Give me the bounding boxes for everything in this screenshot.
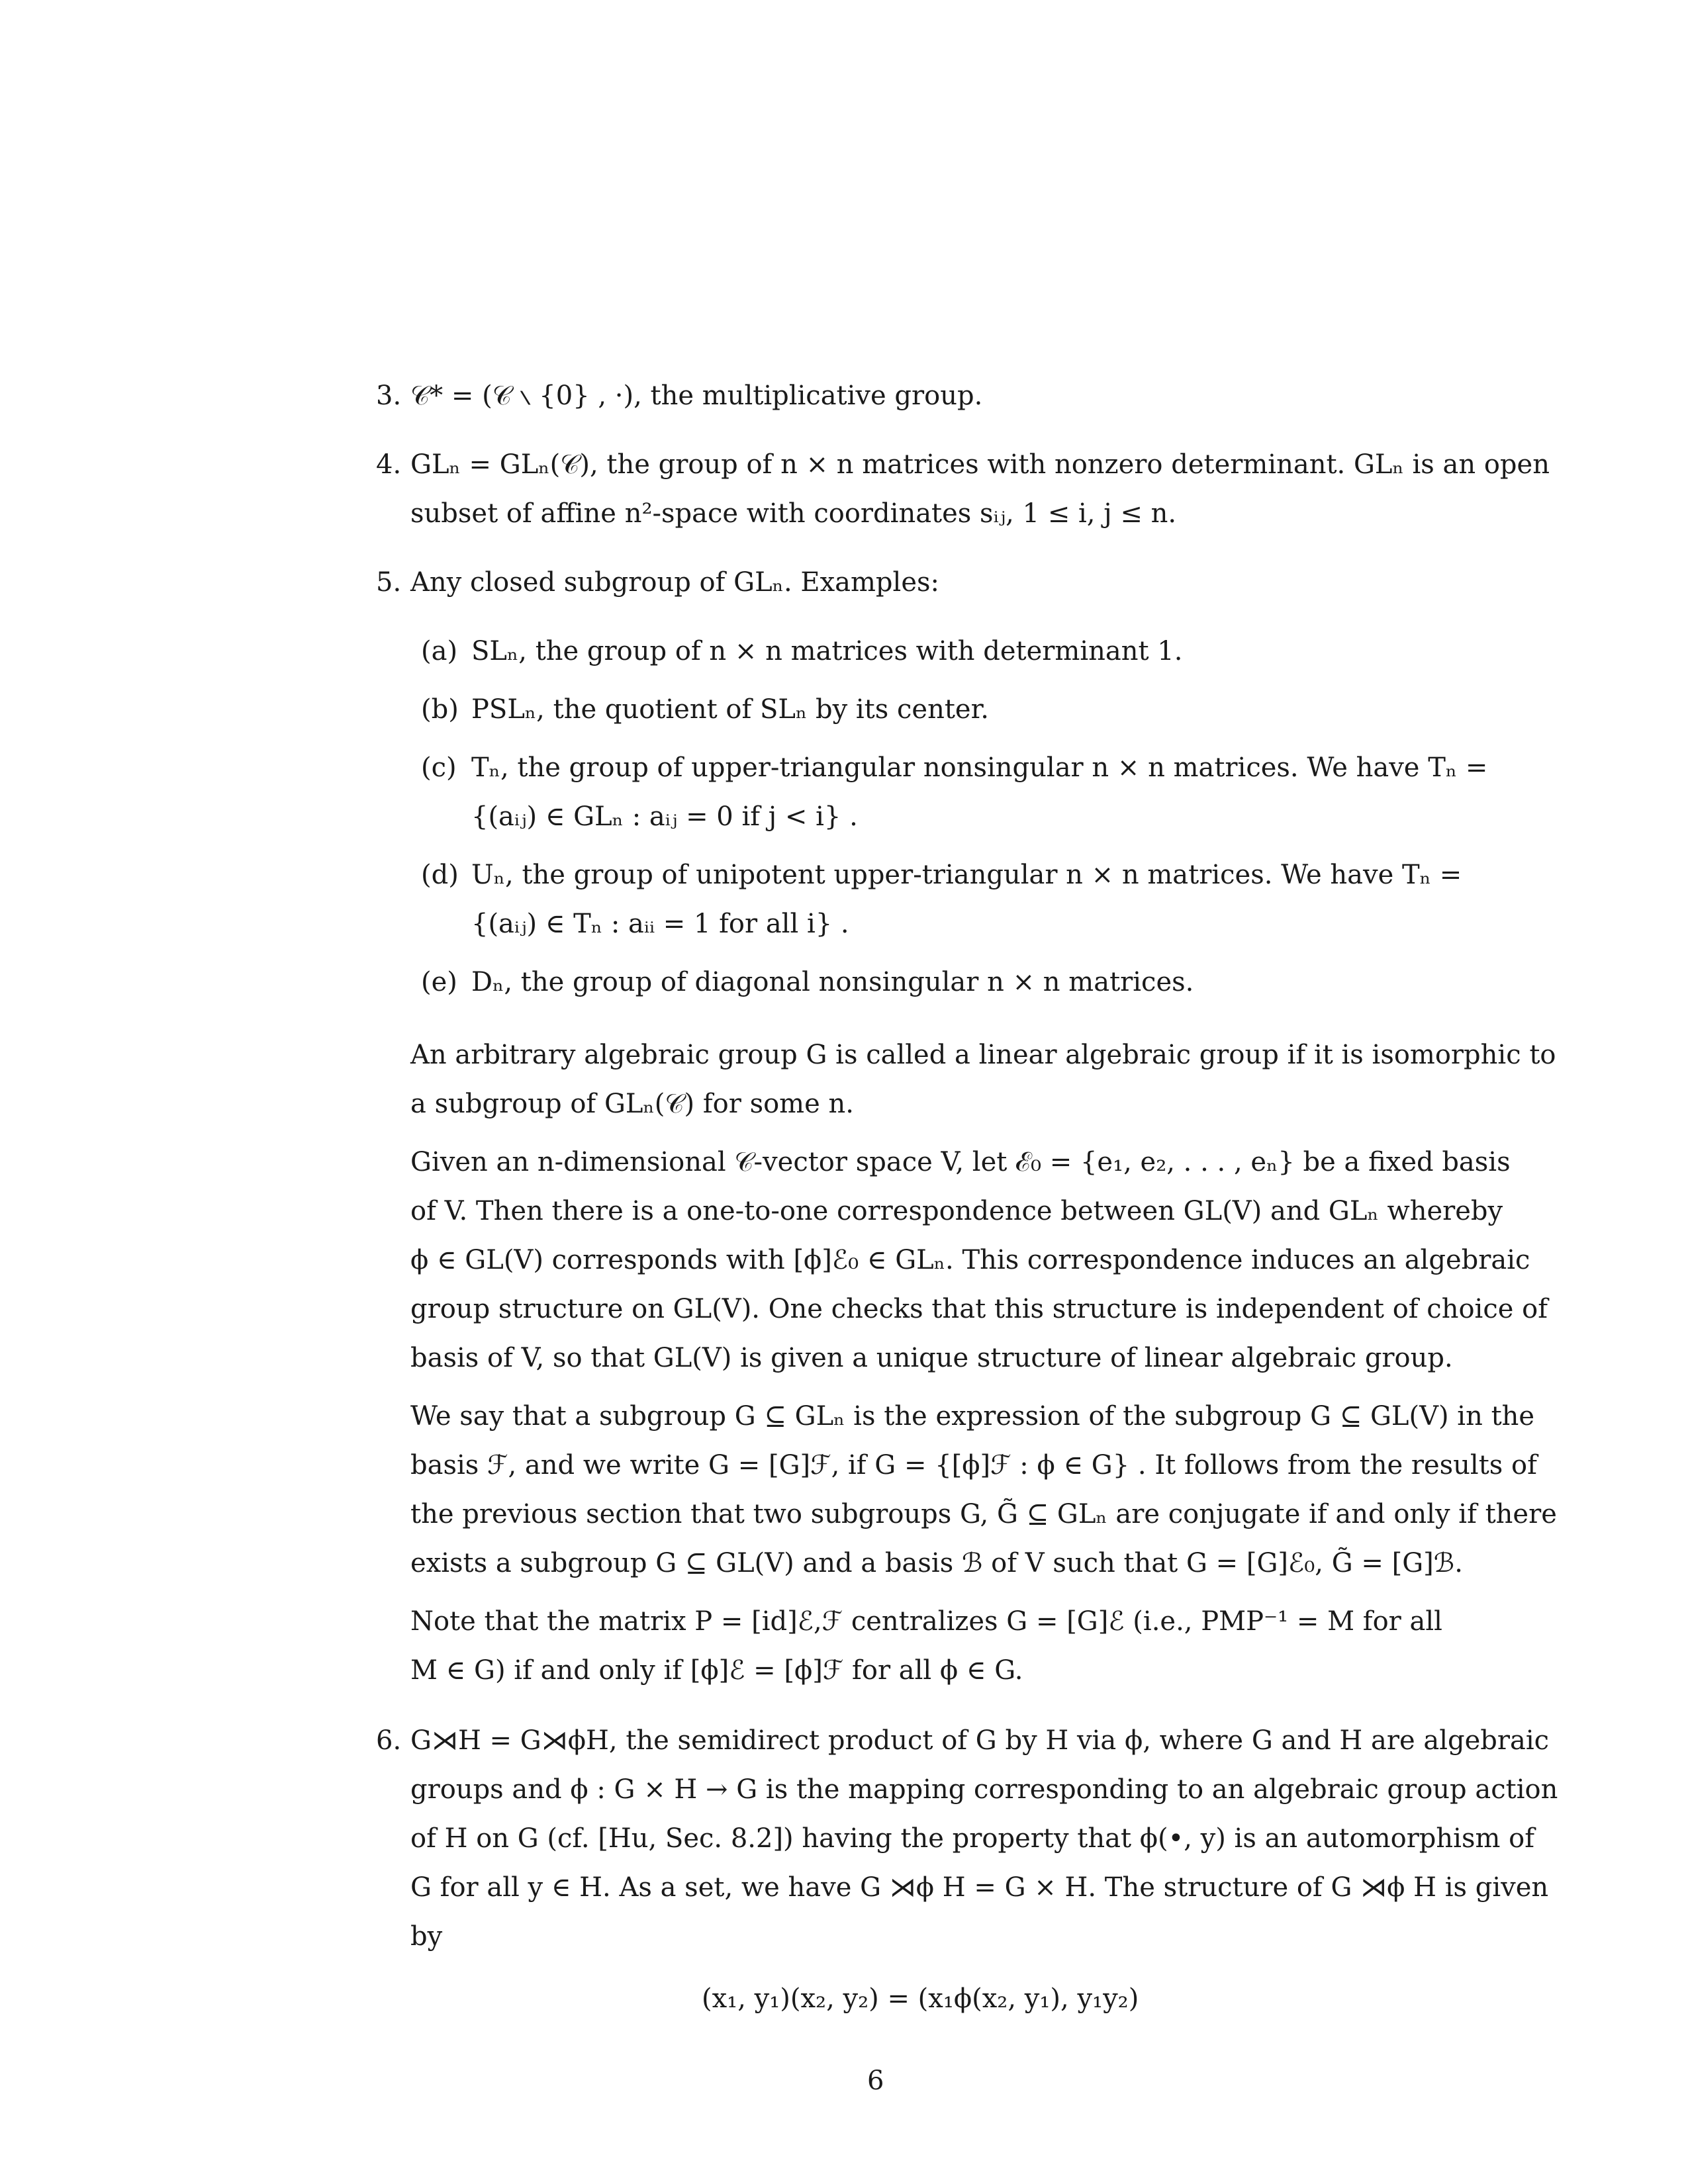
item-number: 4. — [376, 449, 402, 480]
page-number: 6 — [867, 2066, 884, 2096]
paragraph-line: We say that a subgroup G ⊆ GLₙ is the expression of the subgroup G ⊆ GL(V) in the — [410, 1401, 1535, 1432]
paragraph-line: Given an n-dimensional 𝒞-vector space V, let ℰ₀ = {e₁, e₂, . . . , eₙ} be a fixed basis — [410, 1147, 1511, 1177]
item-line: G⋊H = G⋊ϕH, the semidirect product of G by H via ϕ, where G and H are algebraic — [410, 1725, 1550, 1756]
paragraph-line: M ∈ G) if and only if [ϕ]ℰ = [ϕ]ℱ for all ϕ ∈ G. — [410, 1655, 1023, 1686]
subitem-label: (b) — [421, 694, 459, 725]
subitem-line: {(aᵢⱼ) ∈ Tₙ : aᵢᵢ = 1 for all i} . — [471, 909, 849, 939]
item-number: 5. — [376, 567, 402, 598]
subitem-line: PSLₙ, the quotient of SLₙ by its center. — [471, 694, 990, 725]
item-line: by — [410, 1921, 443, 1952]
subitem-line: Dₙ, the group of diagonal nonsingular n × n matrices. — [471, 967, 1194, 997]
paragraph-line: the previous section that two subgroups G, G̃ ⊆ GLₙ are conjugate if and only if there — [410, 1499, 1557, 1529]
paragraph-line: basis of V, so that GL(V) is given a unique structure of linear algebraic group. — [410, 1343, 1453, 1373]
item-number: 3. — [376, 381, 402, 411]
subitem-label: (a) — [421, 636, 458, 666]
subitem-label: (d) — [421, 860, 459, 890]
subitem-line: Tₙ, the group of upper-triangular nonsingular n × n matrices. We have Tₙ = — [471, 752, 1488, 783]
item-line: subset of affine n²-space with coordinates sᵢⱼ, 1 ≤ i, j ≤ n. — [410, 498, 1177, 529]
paragraph-line: ϕ ∈ GL(V) corresponds with [ϕ]ℰ₀ ∈ GLₙ. This correspondence induces an algebraic — [410, 1245, 1530, 1275]
paragraph-line: of V. Then there is a one-to-one correspondence between GL(V) and GLₙ whereby — [410, 1196, 1503, 1226]
paragraph-line: An arbitrary algebraic group G is called a linear algebraic group if it is isomorphic to — [410, 1040, 1556, 1070]
subitem-label: (c) — [421, 752, 457, 783]
subitem-line: SLₙ, the group of n × n matrices with determinant 1. — [471, 636, 1183, 666]
item-line: Any closed subgroup of GLₙ. Examples: — [410, 567, 940, 598]
subitem-line: {(aᵢⱼ) ∈ GLₙ : aᵢⱼ = 0 if j < i} . — [471, 801, 858, 832]
item-line: of H on G (cf. [Hu, Sec. 8.2]) having the property that ϕ(•, y) is an automorphism of — [410, 1823, 1535, 1854]
subitem-line: Uₙ, the group of unipotent upper-triangular n × n matrices. We have Tₙ = — [471, 860, 1462, 890]
item-line: G for all y ∈ H. As a set, we have G ⋊ϕ H = G × H. The structure of G ⋊ϕ H is given — [410, 1872, 1549, 1903]
item-line: 𝒞* = (𝒞 ∖ {0} , ·), the multiplicative group. — [410, 381, 983, 411]
paragraph-line: Note that the matrix P = [id]ℰ,ℱ centralizes G = [G]ℰ (i.e., PMP⁻¹ = M for all — [410, 1606, 1442, 1637]
display-equation: (x₁, y₁)(x₂, y₂) = (x₁ϕ(x₂, y₁), y₁y₂) — [702, 1983, 1139, 2014]
paragraph-line: group structure on GL(V). One checks that this structure is independent of choice of — [410, 1294, 1548, 1324]
subitem-label: (e) — [421, 967, 457, 997]
item-line: GLₙ = GLₙ(𝒞), the group of n × n matrices with nonzero determinant. GLₙ is an open — [410, 449, 1550, 480]
paragraph-line: basis ℱ, and we write G = [G]ℱ, if G = {[ϕ]ℱ : ϕ ∈ G} . It follows from the results of — [410, 1450, 1537, 1480]
paragraph-line: exists a subgroup G ⊆ GL(V) and a basis ℬ of V such that G = [G]ℰ₀, G̃ = [G]ℬ. — [410, 1548, 1463, 1578]
item-number: 6. — [376, 1725, 402, 1756]
paragraph-line: a subgroup of GLₙ(𝒞) for some n. — [410, 1089, 854, 1119]
item-line: groups and ϕ : G × H → G is the mapping corresponding to an algebraic group action — [410, 1774, 1558, 1805]
